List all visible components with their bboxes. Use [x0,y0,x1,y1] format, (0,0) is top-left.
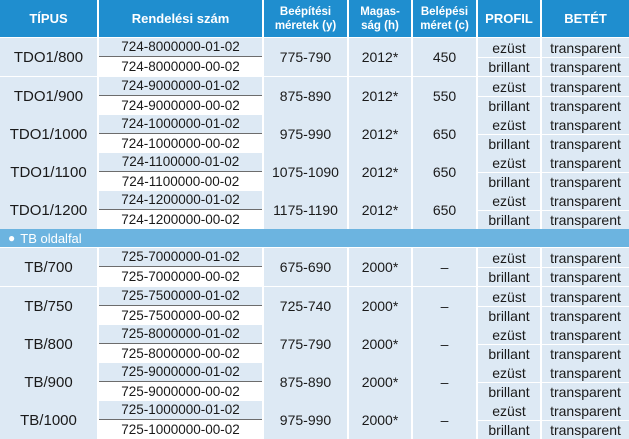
betet-top: transparent [542,325,629,344]
betet-top: transparent [542,115,629,134]
betet-top: transparent [542,38,629,57]
order-code-brillant: 724-1000000-00-02 [99,134,262,153]
row-belepesi-meret: 650 [413,153,476,191]
order-code-brillant: 724-1100000-00-02 [99,172,262,191]
row-belepesi-meret: 650 [413,115,476,153]
row-magassag: 2012* [349,77,411,115]
betet-bottom: transparent [542,172,629,191]
header-magassag-line2: ság (h) [361,19,399,32]
row-bepitesi-meret: 775-790 [264,325,347,363]
header-rendelesi-szam: Rendelési szám [99,0,262,37]
row-bepitesi-meret: 1175-1190 [264,191,347,229]
row-magassag: 2012* [349,153,411,191]
betet-bottom: transparent [542,306,629,325]
row-tipus: TB/750 [0,287,97,325]
order-code-ezust: 725-9000000-01-02 [99,363,262,382]
row-belepesi-meret: 450 [413,38,476,76]
row-bepitesi-meret: 975-990 [264,401,347,439]
row-tipus: TDO1/900 [0,77,97,115]
profil-brillant: brillant [478,382,540,401]
order-code-ezust: 725-1000000-01-02 [99,401,262,420]
profil-brillant: brillant [478,210,540,229]
betet-top: transparent [542,287,629,306]
profil-ezust: ezüst [478,38,540,57]
profil-brillant: brillant [478,134,540,153]
betet-bottom: transparent [542,382,629,401]
row-bepitesi-meret: 725-740 [264,287,347,325]
header-betet: BETÉT [542,0,629,37]
order-code-brillant: 724-8000000-00-02 [99,57,262,76]
profil-brillant: brillant [478,344,540,363]
order-code-ezust: 724-1000000-01-02 [99,115,262,134]
header-profil: PROFIL [478,0,540,37]
row-tipus: TB/800 [0,325,97,363]
row-belepesi-meret: 550 [413,77,476,115]
betet-bottom: transparent [542,267,629,286]
order-code-ezust: 724-1200000-01-02 [99,191,262,210]
betet-bottom: transparent [542,57,629,76]
betet-top: transparent [542,363,629,382]
profil-brillant: brillant [478,57,540,76]
order-code-brillant: 725-9000000-00-02 [99,382,262,401]
profil-ezust: ezüst [478,363,540,382]
betet-top: transparent [542,153,629,172]
order-code-ezust: 725-7000000-01-02 [99,248,262,267]
betet-top: transparent [542,77,629,96]
row-magassag: 2000* [349,401,411,439]
order-code-brillant: 725-1000000-00-02 [99,420,262,439]
row-bepitesi-meret: 875-890 [264,77,347,115]
header-magassag-line1: Magas- [360,5,400,18]
profil-ezust: ezüst [478,401,540,420]
row-bepitesi-meret: 1075-1090 [264,153,347,191]
row-belepesi-meret: – [413,325,476,363]
betet-bottom: transparent [542,134,629,153]
profil-brillant: brillant [478,172,540,191]
betet-bottom: transparent [542,344,629,363]
profil-ezust: ezüst [478,191,540,210]
order-code-ezust: 724-1100000-01-02 [99,153,262,172]
row-bepitesi-meret: 875-890 [264,363,347,401]
row-belepesi-meret: 650 [413,191,476,229]
profil-ezust: ezüst [478,248,540,267]
row-magassag: 2000* [349,287,411,325]
profil-ezust: ezüst [478,287,540,306]
profil-ezust: ezüst [478,77,540,96]
row-tipus: TDO1/800 [0,38,97,76]
row-magassag: 2012* [349,115,411,153]
row-belepesi-meret: – [413,363,476,401]
section-tb-oldalfal [0,229,629,247]
profil-brillant: brillant [478,420,540,439]
betet-top: transparent [542,191,629,210]
profil-brillant: brillant [478,267,540,286]
betet-top: transparent [542,401,629,420]
order-code-ezust: 724-8000000-01-02 [99,38,262,57]
header-belepesi-line1: Belépési [420,5,469,18]
header-belepesi-line2: méret (c) [420,19,469,32]
betet-top: transparent [542,248,629,267]
order-code-brillant: 725-7500000-00-02 [99,306,262,325]
order-code-brillant: 724-9000000-00-02 [99,96,262,115]
betet-bottom: transparent [542,210,629,229]
profil-brillant: brillant [478,306,540,325]
row-magassag: 2000* [349,248,411,286]
row-belepesi-meret: – [413,401,476,439]
header-bepitesi-line2: méretek (y) [274,19,337,32]
row-bepitesi-meret: 975-990 [264,115,347,153]
row-tipus: TDO1/1100 [0,153,97,191]
profil-ezust: ezüst [478,325,540,344]
header-magassag [349,0,411,37]
order-code-ezust: 724-9000000-01-02 [99,77,262,96]
order-code-ezust: 725-8000000-01-02 [99,325,262,344]
section-label: TB oldalfal [20,230,82,246]
row-tipus: TB/700 [0,248,97,286]
header-tipus: TÍPUS [0,0,97,37]
row-magassag: 2000* [349,325,411,363]
bullet-icon: ● [8,231,16,245]
header-bepitesi-line1: Beépítési [279,5,332,18]
row-tipus: TDO1/1200 [0,191,97,229]
profil-ezust: ezüst [478,153,540,172]
betet-bottom: transparent [542,96,629,115]
row-magassag: 2012* [349,38,411,76]
row-magassag: 2000* [349,363,411,401]
row-bepitesi-meret: 775-790 [264,38,347,76]
header-belepesi-meret [413,0,476,37]
row-belepesi-meret: – [413,248,476,286]
betet-bottom: transparent [542,420,629,439]
header-bepitesi-meretek [264,0,347,37]
profil-ezust: ezüst [478,115,540,134]
profil-brillant: brillant [478,96,540,115]
row-tipus: TB/1000 [0,401,97,439]
order-code-brillant: 725-7000000-00-02 [99,267,262,286]
order-code-brillant: 724-1200000-00-02 [99,210,262,229]
row-magassag: 2012* [349,191,411,229]
row-bepitesi-meret: 675-690 [264,248,347,286]
row-belepesi-meret: – [413,287,476,325]
row-tipus: TB/900 [0,363,97,401]
order-code-ezust: 725-7500000-01-02 [99,287,262,306]
row-tipus: TDO1/1000 [0,115,97,153]
order-code-brillant: 725-8000000-00-02 [99,344,262,363]
